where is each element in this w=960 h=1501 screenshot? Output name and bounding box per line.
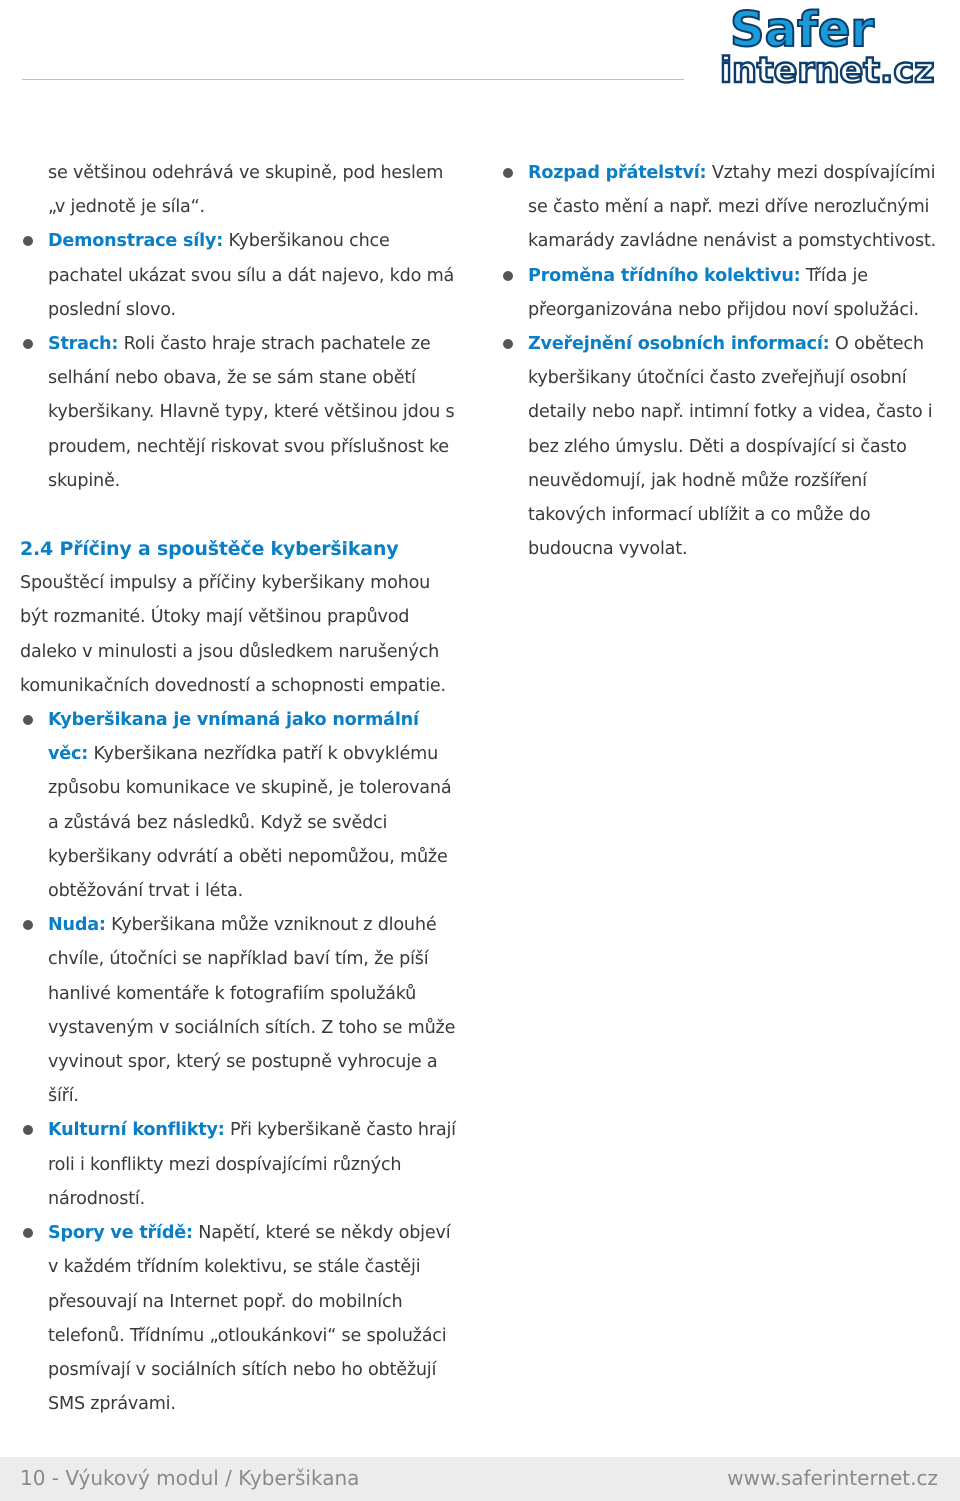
saferinternet-logo[interactable] bbox=[716, 0, 956, 90]
bullet-icon bbox=[23, 1125, 33, 1135]
list-item bbox=[20, 703, 460, 908]
continued-text: se většinou odehrává ve skupině, pod heslem „v jednotě je síla“. bbox=[48, 163, 444, 218]
item-text: Třída je přeorganizována nebo přijdou noví spolužáci. bbox=[528, 265, 919, 320]
item-term: Strach: bbox=[48, 334, 119, 355]
list-item bbox=[500, 327, 940, 566]
item-term: Kulturní konflikty: bbox=[48, 1120, 225, 1141]
bullet-icon bbox=[503, 271, 513, 281]
logo-line2: internet.cz bbox=[720, 51, 935, 90]
list-item bbox=[20, 327, 460, 498]
item-text: Kyberšikana nezřídka patří k obvyklému způsobu komunikace ve skupině, je tolerovaná a zůstává bez následků. Když se svědci kyberšikany odvrátí a oběti nepomůžou, může obtěžování trvat i léta. bbox=[48, 744, 452, 902]
section-heading: 2.4 Příčiny a spouštěče kyberšikany bbox=[20, 538, 399, 561]
bullet-icon bbox=[23, 339, 33, 349]
left-column bbox=[20, 156, 460, 1421]
bullet-icon bbox=[23, 920, 33, 930]
item-term: Demonstrace síly: bbox=[48, 231, 224, 252]
item-text: Roli často hraje strach pachatele ze selhání nebo obava, že se sám stane obětí kyberšikany. Hlavně typy, které většinou jdou s proudem, nechtějí riskovat svou příslušnost ke skupině. bbox=[48, 334, 455, 491]
bullet-icon bbox=[503, 339, 513, 349]
item-term: Nuda: bbox=[48, 915, 106, 936]
bullet-icon bbox=[23, 1228, 33, 1238]
bullet-icon bbox=[23, 715, 33, 725]
list-item bbox=[20, 1113, 460, 1216]
item-text: Kyberšikana může vzniknout z dlouhé chvíle, útočníci se například baví tím, že píší hanlivé komentáře k fotografiím spolužáků vystaveným v sociálních sítích. Z toho se může vyvinout spor, který se postupně vyhrocuje a šíří. bbox=[48, 915, 456, 1107]
item-term: Rozpad přátelství: bbox=[528, 163, 707, 183]
list-item bbox=[20, 224, 460, 327]
footer-page-label: 10 - Výukový modul / Kyberšikana bbox=[20, 1466, 360, 1490]
list-item bbox=[20, 908, 460, 1113]
header-rule bbox=[22, 79, 684, 80]
item-text: Při kyberšikaně často hrají roli i konflikty mezi dospívajícími různých národností. bbox=[48, 1120, 456, 1209]
list-item bbox=[500, 259, 940, 327]
item-text: Kyberšikanou chce pachatel ukázat svou sílu a dát najevo, kdo má poslední slovo. bbox=[48, 231, 455, 320]
item-term: Zveřejnění osobních informací: bbox=[528, 334, 830, 355]
bullet-icon bbox=[23, 236, 33, 246]
item-term: Proměna třídního kolektivu: bbox=[528, 265, 801, 286]
item-text: O obětech kyberšikany útočníci často zveřejňují osobní detaily nebo např. intimní fotky a videa, často i bez zlého úmyslu. Děti a dospívající si často neuvědomují, jak hodně může rozšíření takových informací ublížit a co může do budoucna vyvolat. bbox=[528, 334, 933, 560]
item-term: Spory ve třídě: bbox=[48, 1223, 193, 1244]
footer-website-link[interactable]: www.saferinternet.cz bbox=[727, 1466, 938, 1490]
list-item bbox=[20, 1216, 460, 1421]
list-item bbox=[500, 156, 940, 259]
logo-graphic bbox=[716, 0, 956, 90]
item-text: Vztahy mezi dospívajícími se často mění a např. mezi dříve nerozlučnými kamarády zavládne nenávist a pomstychtivost. bbox=[528, 163, 937, 252]
item-text: Napětí, které se někdy objeví v každém třídním kolektivu, se stále častěji přesouvají na Internet popř. do mobilních telefonů. Třídnímu „otloukánkovi“ se spolužáci posmívají v sociálních sítích nebo ho obtěžují SMS zprávami. bbox=[48, 1223, 451, 1415]
logo-line1: Safer bbox=[730, 2, 875, 58]
section-intro: Spouštěcí impulsy a příčiny kyberšikany mohou být rozmanité. Útoky mají většinou prapůvod daleko v minulosti a jsou důsledkem narušených komunikačních dovedností a schopnosti empatie. bbox=[20, 573, 446, 696]
item-term: Kyberšikana je vnímaná jako normální věc: bbox=[48, 710, 419, 765]
right-column bbox=[500, 156, 940, 566]
bullet-icon bbox=[503, 168, 513, 178]
